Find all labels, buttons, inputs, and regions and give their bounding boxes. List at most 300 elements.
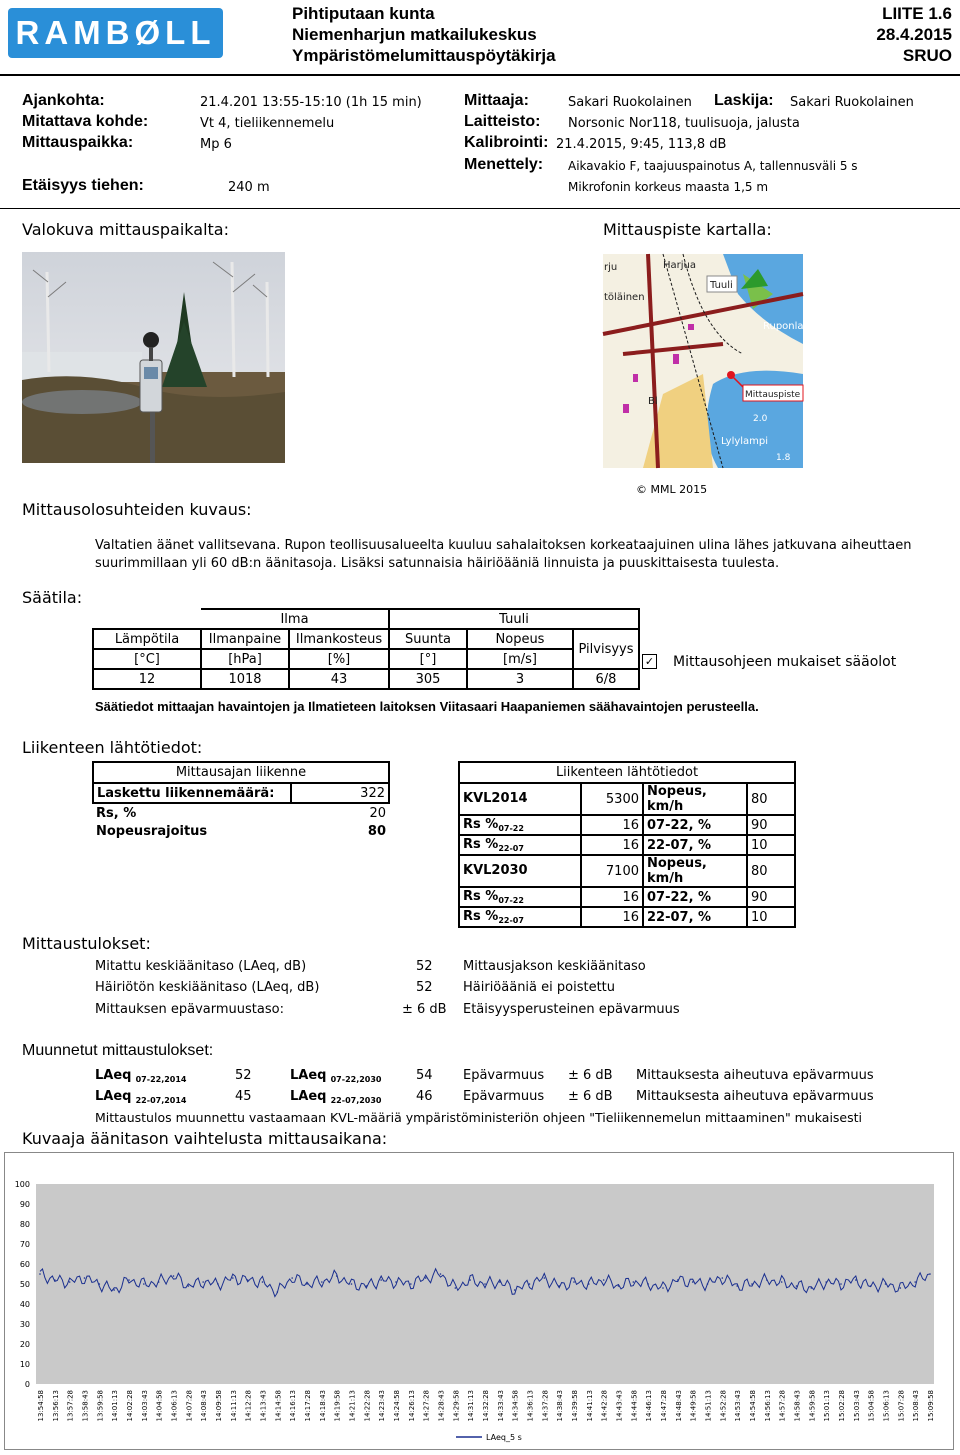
weather-unit <box>93 649 201 669</box>
cell-b <box>581 815 643 835</box>
table-title-text: Liikenteen lähtötiedot <box>555 765 699 780</box>
cell-b <box>581 907 643 927</box>
mittauspaikka-value: Mp 6 <box>200 137 232 152</box>
x-tick-label: 15:07:28 <box>897 1390 906 1422</box>
result-note: Etäisyysperusteinen epävarmuus <box>463 1002 680 1017</box>
data-point <box>929 1273 931 1275</box>
cell-d <box>747 907 795 927</box>
data-point <box>455 1287 457 1289</box>
converted-row-2-2030 <box>290 1089 382 1105</box>
data-point <box>499 1281 501 1283</box>
cell-text: 10 <box>751 909 768 925</box>
x-tick-label: 13:54:58 <box>37 1390 45 1422</box>
x-tick-label: 14:34:58 <box>511 1390 520 1422</box>
map-label-harjua: Harjua <box>663 260 697 271</box>
weather-value <box>289 669 389 689</box>
y-tick-label: 0 <box>24 1380 30 1389</box>
data-point <box>529 1283 531 1285</box>
cell-d <box>747 815 795 835</box>
cell-text: 07-22, % <box>647 889 712 905</box>
cell-text: 7100 <box>605 863 639 879</box>
uncertainty-note: Mittauksesta aiheutuva epävarmuus <box>636 1068 874 1083</box>
y-tick-label: 50 <box>19 1280 30 1289</box>
logo-text: RAMBØLL <box>15 14 216 51</box>
data-point <box>366 1285 368 1287</box>
traffic-measured-value <box>291 822 389 840</box>
data-point <box>202 1281 204 1283</box>
weather-header-suunta <box>389 629 467 649</box>
x-tick-label: 14:57:28 <box>778 1390 787 1422</box>
noise-level-chart <box>4 1152 954 1450</box>
data-point <box>662 1287 664 1289</box>
map-label-ruponlahti: Ruponlahti <box>763 321 817 332</box>
x-tick-label: 14:51:13 <box>704 1390 713 1422</box>
ajankohta-label: Ajankohta: <box>22 92 105 109</box>
cell-d <box>747 835 795 855</box>
y-tick-label: 90 <box>19 1200 30 1209</box>
traffic-baseline-row <box>459 887 795 907</box>
map-label-lylylampi: Lylylampi <box>721 436 769 447</box>
uncertainty-value: ± 6 dB <box>568 1089 613 1104</box>
header-text: Nopeus <box>495 631 545 647</box>
row-value: 20 <box>369 805 386 821</box>
header-project: Niemenharjun matkailukeskus <box>292 25 537 44</box>
x-tick-label: 14:38:43 <box>556 1390 565 1422</box>
data-point <box>425 1277 427 1279</box>
header-document-type: Ympäristömelumittauspöytäkirja <box>292 46 556 65</box>
value-text: 3 <box>515 671 525 687</box>
cell-a <box>459 887 581 907</box>
x-tick-label: 14:36:13 <box>526 1390 535 1422</box>
mittaaja-label: Mittaaja: <box>464 92 529 109</box>
weather-value <box>389 669 467 689</box>
data-point <box>692 1281 694 1283</box>
data-point <box>722 1277 724 1279</box>
x-tick-label: 14:13:43 <box>259 1390 268 1422</box>
traffic-baseline-title <box>459 762 795 783</box>
y-tick-label: 30 <box>19 1320 30 1329</box>
y-tick-label: 80 <box>19 1220 30 1229</box>
menettely-value: Aikavakio F, taajuuspainotus A, tallennusväli 5 s <box>568 159 858 173</box>
header-text: Pilvisyys <box>578 641 634 657</box>
x-tick-label: 15:04:58 <box>867 1390 876 1422</box>
x-tick-label: 14:12:28 <box>244 1390 253 1422</box>
laitteisto-value: Norsonic Nor118, tuulisuoja, jalusta <box>568 116 800 131</box>
result-value: 52 <box>416 980 433 995</box>
cell-a <box>459 835 581 855</box>
data-point <box>900 1287 902 1289</box>
result-value: 52 <box>416 959 433 974</box>
x-tick-label: 14:24:58 <box>393 1390 401 1422</box>
x-tick-label: 14:44:58 <box>630 1390 639 1422</box>
cell-text: 22-07, % <box>647 909 712 925</box>
x-tick-label: 14:49:58 <box>689 1390 698 1422</box>
header-code: SRUO <box>902 46 952 65</box>
cell-text: Rs % <box>463 889 499 904</box>
laeq-sub: 22-07,2030 <box>330 1096 382 1105</box>
cell-a <box>459 855 581 887</box>
converted-row-2 <box>95 1089 187 1105</box>
x-tick-label: 15:06:13 <box>882 1390 891 1422</box>
data-point <box>143 1283 145 1285</box>
weather-header-nopeus <box>467 629 573 649</box>
x-tick-label: 14:06:13 <box>170 1390 179 1422</box>
cell-text: 90 <box>751 889 768 905</box>
x-tick-label: 14:21:13 <box>348 1390 357 1422</box>
x-tick-label: 14:43:43 <box>615 1390 624 1422</box>
header-titles <box>292 3 556 66</box>
map-label-depth-2: 1.8 <box>776 453 791 463</box>
x-tick-label: 14:39:58 <box>571 1390 579 1422</box>
traffic-title: Liikenteen lähtötiedot: <box>22 738 203 757</box>
conditions-text: Valtatien äänet vallitsevana. Rupon teollisuusalueelta kuuluu sahalaitoksen korkeataajuinen ulina lähes jatkuvana aiheuttaen suurimmillaan yli 60 dB:n äänitasoja. Lisäksi satunnaisia häiriöääniä linnuista ja puuskittaisesta tuulesta. <box>95 538 912 571</box>
data-point <box>380 1279 382 1281</box>
cell-b <box>581 783 643 815</box>
x-tick-label: 14:46:13 <box>645 1390 654 1422</box>
row-value: 322 <box>360 785 385 801</box>
x-tick-label: 14:52:28 <box>719 1390 728 1422</box>
data-point <box>514 1289 516 1291</box>
cell-text: 22-07, % <box>647 837 712 853</box>
x-tick-label: 14:02:28 <box>126 1390 134 1422</box>
kalibrointi-value: 21.4.2015, 9:45, 113,8 dB <box>556 137 727 152</box>
cell-b <box>581 855 643 887</box>
data-point <box>633 1281 635 1283</box>
data-point <box>173 1275 175 1277</box>
weather-header-pilvisyys <box>573 629 639 669</box>
data-point <box>306 1283 308 1285</box>
unit-text: [m/s] <box>503 651 537 667</box>
cell-c <box>643 907 747 927</box>
y-tick-label: 70 <box>19 1240 30 1249</box>
cell-text: KVL2030 <box>463 863 528 878</box>
traffic-measured-label <box>93 822 291 840</box>
x-tick-label: 15:08:43 <box>912 1390 921 1422</box>
etaisyys-value: 240 m <box>228 180 270 195</box>
table-title-text: Mittausajan liikenne <box>175 765 307 780</box>
laskija-value: Sakari Ruokolainen <box>790 95 914 110</box>
unit-text: [%] <box>327 651 351 667</box>
cell-c <box>643 783 747 815</box>
x-tick-label: 14:08:43 <box>200 1390 209 1422</box>
map-label-bl: Bl <box>648 396 658 407</box>
header-text: Suunta <box>404 631 452 647</box>
data-point <box>410 1283 412 1285</box>
data-point <box>825 1281 827 1283</box>
laskija-label: Laskija: <box>714 92 774 109</box>
data-point <box>484 1283 486 1285</box>
weather-unit <box>389 649 467 669</box>
x-tick-label: 14:18:43 <box>318 1390 327 1422</box>
value-text: 12 <box>138 671 156 687</box>
weather-note: Säätiedot mittaajan havaintojen ja Ilmatieteen laitoksen Viitasaari Haapaniemen säähavaintojen perusteella. <box>95 699 759 714</box>
data-point <box>395 1281 397 1283</box>
x-tick-label: 14:48:43 <box>674 1390 683 1422</box>
header-text: Lämpötila <box>114 631 180 647</box>
y-tick-label: 100 <box>14 1180 30 1189</box>
cell-c <box>643 835 747 855</box>
cell-text: 16 <box>622 817 639 833</box>
data-point <box>69 1281 71 1283</box>
cell-a <box>459 783 581 815</box>
y-tick-label: 20 <box>19 1340 30 1349</box>
laitteisto-label: Laitteisto: <box>464 113 541 130</box>
etaisyys-label: Etäisyys tiehen: <box>22 177 144 194</box>
x-tick-label: 15:02:28 <box>838 1390 846 1422</box>
map-label-tolainen: töläinen <box>604 292 645 303</box>
cell-d <box>747 887 795 907</box>
row-value: 80 <box>367 823 386 839</box>
kohde-value: Vt 4, tieliikennemelu <box>200 116 335 131</box>
traffic-measured-value <box>291 803 389 822</box>
mittaaja-value: Sakari Ruokolainen <box>568 95 692 110</box>
data-point <box>158 1281 160 1283</box>
weather-group-ilma <box>201 609 389 629</box>
laeq-label: LAeq <box>95 1089 132 1104</box>
header-text: Ilmanpaine <box>208 631 282 647</box>
map-label-mittauspiste: Mittauspiste <box>745 390 801 400</box>
header-date: 28.4.2015 <box>876 25 952 44</box>
data-point <box>247 1279 249 1281</box>
laeq-sub: 07-22,2014 <box>135 1075 187 1084</box>
x-tick-label: 14:27:28 <box>422 1390 431 1422</box>
converted-value: 52 <box>235 1068 252 1083</box>
data-point <box>885 1283 887 1285</box>
data-point <box>128 1279 130 1281</box>
traffic-baseline-row <box>459 855 795 887</box>
x-tick-label: 14:28:43 <box>437 1390 446 1422</box>
cell-b <box>581 835 643 855</box>
uncertainty-label: Epävarmuus <box>463 1089 545 1104</box>
x-tick-label: 14:41:13 <box>585 1390 594 1422</box>
weather-table <box>92 608 648 690</box>
cell-text: 90 <box>751 817 768 833</box>
weather-group-tuuli-label: Tuuli <box>499 611 529 627</box>
laeq-label: LAeq <box>290 1068 327 1083</box>
data-point <box>336 1275 338 1277</box>
data-point <box>232 1277 234 1279</box>
weather-header-ilmanpaine <box>201 629 289 649</box>
data-point <box>54 1279 56 1281</box>
row-label: Laskettu liikennemäärä: <box>97 785 275 801</box>
data-point <box>291 1277 293 1279</box>
header-meta <box>876 3 952 66</box>
cell-text: Nopeus, km/h <box>647 856 707 886</box>
cell-text: 07-22, % <box>647 817 712 833</box>
chart-section-title: Kuvaaja äänitason vaihtelusta mittausaikana: <box>22 1129 388 1148</box>
y-tick-label: 60 <box>19 1260 30 1269</box>
traffic-measured-label <box>93 803 291 822</box>
result-note: Mittausjakson keskiäänitaso <box>463 959 646 974</box>
converted-value: 54 <box>416 1068 433 1083</box>
traffic-baseline-row <box>459 783 795 815</box>
x-tick-label: 14:09:58 <box>215 1390 223 1422</box>
weather-unit <box>201 649 289 669</box>
converted-row-1-2030 <box>290 1068 382 1084</box>
data-point <box>84 1277 86 1279</box>
traffic-measured-title <box>93 762 389 783</box>
data-point <box>914 1281 916 1283</box>
legend-label: LAeq_5 s <box>486 1433 522 1442</box>
data-point <box>677 1279 679 1281</box>
x-tick-label: 14:17:28 <box>304 1390 312 1422</box>
data-point <box>440 1273 442 1275</box>
map-label-depth-1: 2.0 <box>753 414 768 424</box>
cell-text: Rs % <box>463 837 499 852</box>
cell-text: 16 <box>622 889 639 905</box>
uncertainty-note: Mittauksesta aiheutuva epävarmuus <box>636 1089 874 1104</box>
x-tick-label: 14:14:58 <box>274 1390 283 1422</box>
traffic-measured-table <box>92 761 390 840</box>
x-tick-label: 15:09:58 <box>927 1390 935 1422</box>
cell-text: 10 <box>751 837 768 853</box>
data-point <box>217 1283 219 1285</box>
weather-header-ilmankosteus <box>289 629 389 649</box>
section-divider <box>0 208 960 209</box>
cell-sub: 22-07 <box>498 916 524 925</box>
traffic-baseline-table <box>458 761 796 928</box>
value-text: 43 <box>330 671 348 687</box>
cell-text: 5300 <box>605 791 639 807</box>
traffic-measured-label <box>93 783 291 803</box>
x-tick-label: 13:59:58 <box>96 1390 105 1422</box>
x-tick-label: 14:33:43 <box>496 1390 505 1422</box>
data-point <box>811 1287 813 1289</box>
data-point <box>618 1285 620 1287</box>
data-point <box>321 1281 323 1283</box>
x-tick-label: 14:32:28 <box>482 1390 490 1422</box>
x-tick-label: 14:31:13 <box>467 1390 476 1422</box>
map-label-rju: rju <box>604 262 618 273</box>
results-title: Mittaustulokset: <box>22 934 151 953</box>
traffic-baseline-row <box>459 907 795 927</box>
result-value: ± 6 dB <box>402 1002 447 1017</box>
unit-text: [hPa] <box>228 651 262 667</box>
map-label-tuuli: Tuuli <box>710 280 733 291</box>
ajankohta-value: 21.4.201 13:55-15:10 (1h 15 min) <box>200 95 422 110</box>
data-point <box>99 1283 101 1285</box>
cell-text: 16 <box>622 909 639 925</box>
data-point <box>277 1291 279 1293</box>
x-tick-label: 14:29:58 <box>452 1390 461 1422</box>
cell-d <box>747 855 795 887</box>
cell-c <box>643 887 747 907</box>
y-tick-label: 10 <box>19 1360 30 1369</box>
cell-sub: 07-22 <box>498 896 524 905</box>
converted-note: Mittaustulos muunnettu vastaamaan KVL-määriä ympäristöministeriön ohjeen "Tieliikennemelun mittaaminen" mukaisesti <box>95 1110 863 1125</box>
conditions-checkbox[interactable]: ✓ <box>642 654 657 669</box>
x-tick-label: 14:54:58 <box>749 1390 757 1422</box>
uncertainty-label: Epävarmuus <box>463 1068 545 1083</box>
x-tick-label: 14:47:28 <box>660 1390 668 1422</box>
x-tick-label: 14:56:13 <box>763 1390 772 1422</box>
value-text: 305 <box>415 671 441 687</box>
ramboll-logo <box>8 8 223 58</box>
conditions-title: Mittausolosuhteiden kuvaus: <box>22 500 252 519</box>
weather-unit <box>289 649 389 669</box>
x-tick-label: 14:16:13 <box>289 1390 298 1422</box>
cell-text: 80 <box>751 791 768 807</box>
unit-text: [°C] <box>134 651 160 667</box>
x-tick-label: 14:58:43 <box>793 1390 802 1422</box>
x-tick-label: 14:37:28 <box>541 1390 550 1422</box>
cell-a <box>459 815 581 835</box>
data-point <box>573 1281 575 1283</box>
menettely-label: Menettely: <box>464 156 544 173</box>
data-point <box>588 1283 590 1285</box>
data-point <box>796 1285 798 1287</box>
map-copyright: © MML 2015 <box>636 483 708 496</box>
weather-value <box>93 669 201 689</box>
cell-d <box>747 783 795 815</box>
cell-sub: 22-07 <box>498 844 524 853</box>
converted-value: 45 <box>235 1089 252 1104</box>
cell-c <box>643 855 747 887</box>
data-point <box>647 1283 649 1285</box>
traffic-measured-value <box>291 783 389 803</box>
traffic-baseline-row <box>459 835 795 855</box>
converted-value: 46 <box>416 1089 433 1104</box>
x-tick-label: 13:56:13 <box>51 1390 60 1422</box>
result-note: Häiriöääniä ei poistettu <box>463 980 616 995</box>
x-tick-label: 13:57:28 <box>66 1390 75 1422</box>
result-label: Mittauksen epävarmuustaso: <box>95 1002 284 1017</box>
cell-text: Rs % <box>463 909 499 924</box>
x-tick-label: 14:11:13 <box>229 1390 238 1422</box>
cell-b <box>581 887 643 907</box>
row-label: Nopeusrajoitus <box>96 823 208 839</box>
laeq-label: LAeq <box>290 1089 327 1104</box>
x-tick-label: 14:53:43 <box>734 1390 743 1422</box>
cell-text: 16 <box>622 837 639 853</box>
weather-value <box>201 669 289 689</box>
result-label: Häiriötön keskiäänitaso (LAeq, dB) <box>95 980 320 995</box>
data-point <box>603 1279 605 1281</box>
laeq-sub: 07-22,2030 <box>330 1075 382 1084</box>
map-section-title: Mittauspiste kartalla: <box>603 220 772 239</box>
header-appendix: LIITE 1.6 <box>882 4 952 23</box>
data-point <box>469 1279 471 1281</box>
result-label: Mitattu keskiäänitaso (LAeq, dB) <box>95 959 307 974</box>
unit-text: [°] <box>419 651 437 667</box>
x-tick-label: 14:04:58 <box>155 1390 164 1422</box>
cell-text: 80 <box>751 863 768 879</box>
x-tick-label: 15:03:43 <box>852 1390 861 1422</box>
converted-title: Muunnetut mittaustulokset: <box>22 1042 214 1059</box>
data-point <box>840 1283 842 1285</box>
x-tick-label: 14:42:28 <box>600 1390 609 1422</box>
laeq-sub: 22-07,2014 <box>135 1096 187 1105</box>
header-municipality: Pihtiputaan kunta <box>292 4 435 23</box>
data-point <box>781 1281 783 1283</box>
cell-text: Nopeus, km/h <box>647 784 707 814</box>
data-point <box>870 1285 872 1287</box>
weather-unit <box>467 649 573 669</box>
value-text: 1018 <box>228 671 262 687</box>
measurement-site-photo <box>22 252 285 463</box>
x-tick-label: 15:01:13 <box>823 1390 832 1422</box>
kalibrointi-label: Kalibrointi: <box>464 134 549 151</box>
data-point <box>707 1283 709 1285</box>
weather-title: Säätila: <box>22 588 83 607</box>
data-point <box>262 1281 264 1283</box>
data-point <box>558 1285 560 1287</box>
weather-header-lampotila <box>93 629 201 649</box>
location-map <box>603 254 817 468</box>
data-point <box>544 1277 546 1279</box>
x-tick-label: 14:26:13 <box>407 1390 416 1422</box>
x-tick-label: 14:59:58 <box>808 1390 817 1422</box>
